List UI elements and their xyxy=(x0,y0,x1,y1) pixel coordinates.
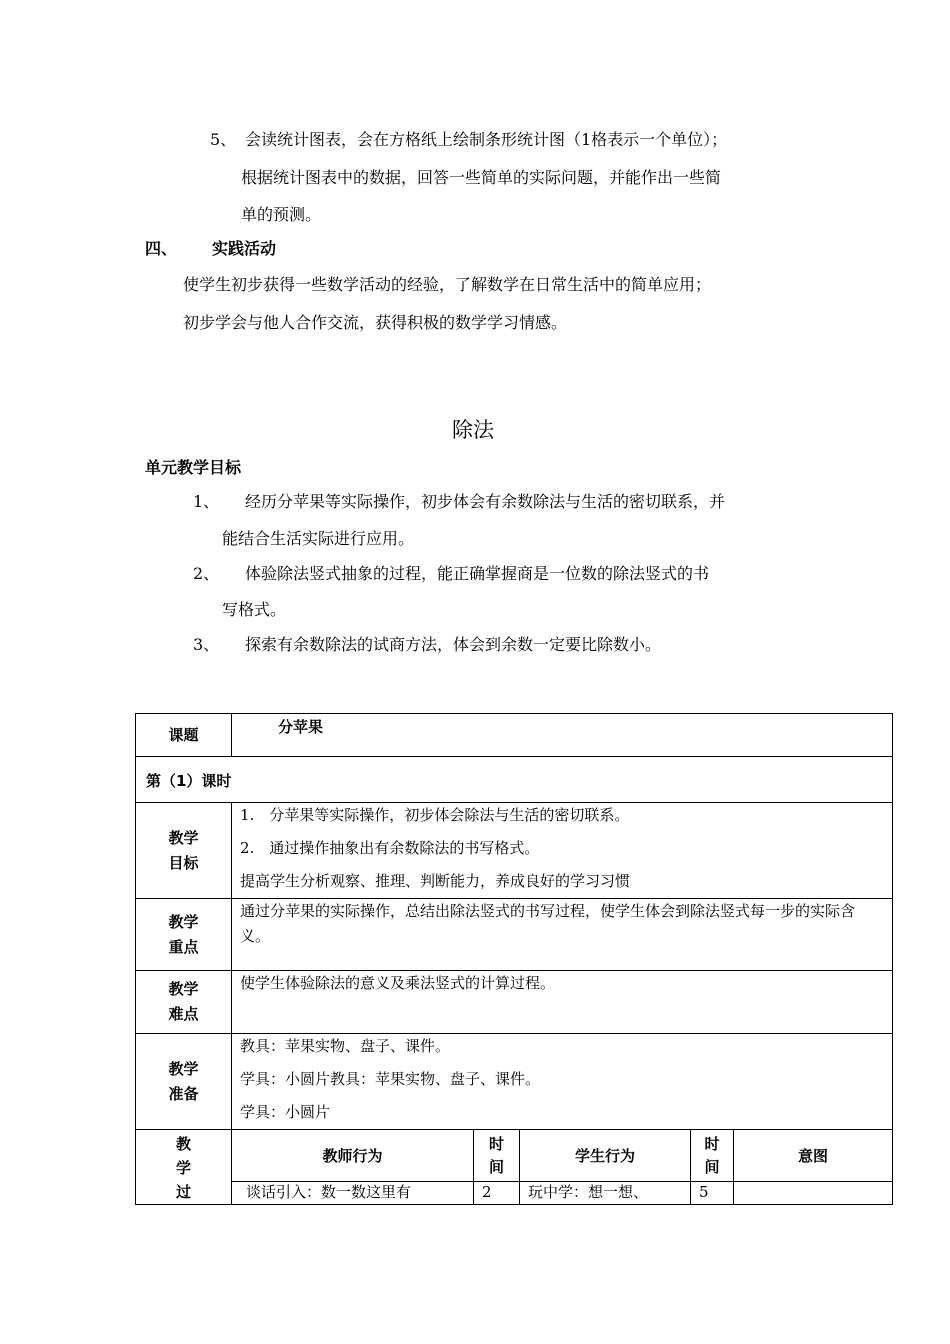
row-teacher-action: 谈话引入：数一数这里有 xyxy=(232,1182,474,1205)
objectives-label-2: 目标 xyxy=(168,853,199,872)
objective-1: 1. 分苹果等实际操作，初步体会除法与生活的密切联系。 xyxy=(240,806,630,824)
objectives-label-1: 教学 xyxy=(168,828,199,847)
difficulty-label xyxy=(136,971,232,1034)
item-5-number: 5、 xyxy=(210,130,237,149)
objectives-content xyxy=(232,803,893,899)
goal-2-line-1: 体验除法竖式抽象的过程，能正确掌握商是一位数的除法竖式的书 xyxy=(245,564,710,583)
process-label-1: 教 xyxy=(175,1135,191,1153)
header-time-2 xyxy=(691,1130,734,1182)
key-content: 通过分苹果的实际操作，总结出除法竖式的书写过程，使学生体会到除法竖式每一步的实际含义。 xyxy=(232,899,893,971)
lesson-plan-table xyxy=(135,713,893,1205)
header-time-1-b: 间 xyxy=(488,1157,504,1176)
row-intent xyxy=(734,1182,893,1205)
prep-label xyxy=(136,1034,232,1130)
goal-1-number: 1、 xyxy=(193,492,220,511)
header-time-2-b: 间 xyxy=(704,1157,720,1176)
header-time-2-a: 时 xyxy=(704,1134,720,1153)
prep-2: 学具：小圆片教具：苹果实物、盘子、课件。 xyxy=(240,1070,541,1088)
header-teacher: 教师行为 xyxy=(232,1130,474,1182)
objectives-label xyxy=(136,803,232,899)
prep-label-1: 教学 xyxy=(168,1059,199,1078)
item-5-line-2: 根据统计图表中的数据，回答一些简单的实际问题，并能作出一些简 xyxy=(241,168,722,187)
header-time-1 xyxy=(474,1130,520,1182)
prep-label-2: 准备 xyxy=(168,1084,199,1103)
difficulty-label-1: 教学 xyxy=(168,980,199,998)
period-row xyxy=(136,757,893,803)
unit-goals-heading: 单元教学目标 xyxy=(145,458,242,477)
process-label-2: 学 xyxy=(175,1159,191,1177)
lesson-period: 第（1）课时 xyxy=(136,757,893,803)
lesson-topic: 分苹果 xyxy=(232,714,893,757)
key-label-1: 教学 xyxy=(168,912,199,931)
row-time-2: 5 xyxy=(691,1182,734,1205)
section-4-title: 实践活动 xyxy=(212,239,277,258)
header-time-1-a: 时 xyxy=(488,1134,504,1153)
key-label xyxy=(136,899,232,971)
process-first-row xyxy=(136,1182,893,1205)
prep-row xyxy=(136,1034,893,1130)
key-label-2: 重点 xyxy=(168,937,199,956)
objective-3: 提高学生分析观察、推理、判断能力，养成良好的学习习惯 xyxy=(240,872,631,890)
process-header-row xyxy=(136,1130,893,1182)
difficulty-row xyxy=(136,971,893,1034)
header-intent: 意图 xyxy=(734,1130,893,1182)
goal-2-number: 2、 xyxy=(193,564,220,583)
goal-2-line-2: 写格式。 xyxy=(222,600,287,619)
goal-1-line-2: 能结合生活实际进行应用。 xyxy=(222,529,415,548)
goal-3-line-1: 探索有余数除法的试商方法，体会到余数一定要比除数小。 xyxy=(245,635,662,654)
row-time-1: 2 xyxy=(474,1182,520,1205)
goal-3-number: 3、 xyxy=(193,635,220,654)
section-4-number: 四、 xyxy=(145,239,178,258)
prep-1: 教具：苹果实物、盘子、课件。 xyxy=(240,1037,451,1055)
item-5-line-3: 单的预测。 xyxy=(241,205,322,224)
process-label-3: 过 xyxy=(175,1183,191,1201)
item-5-line-1: 会读统计图表，会在方格纸上绘制条形统计图（1格表示一个单位）； xyxy=(245,130,728,149)
goal-1-line-1: 经历分苹果等实际操作，初步体会有余数除法与生活的密切联系，并 xyxy=(245,492,726,511)
key-row xyxy=(136,899,893,971)
difficulty-content: 使学生体验除法的意义及乘法竖式的计算过程。 xyxy=(232,971,893,1034)
row-student-action: 玩中学：想一想、 xyxy=(520,1182,691,1205)
prep-3: 学具：小圆片 xyxy=(240,1103,331,1121)
process-label xyxy=(136,1130,232,1205)
header-student: 学生行为 xyxy=(520,1130,691,1182)
section-4-line-2: 初步学会与他人合作交流，获得积极的数学学习情感。 xyxy=(183,313,568,332)
section-4-line-1: 使学生初步获得一些数学活动的经验，了解数学在日常生活中的简单应用； xyxy=(183,275,712,294)
objective-2: 2. 通过操作抽象出有余数除法的书写格式。 xyxy=(240,839,540,857)
topic-label: 课题 xyxy=(136,714,232,757)
objectives-row xyxy=(136,803,893,899)
prep-content xyxy=(232,1034,893,1130)
unit-title: 除法 xyxy=(452,418,494,442)
difficulty-label-2: 难点 xyxy=(168,1005,199,1023)
topic-row xyxy=(136,714,893,757)
